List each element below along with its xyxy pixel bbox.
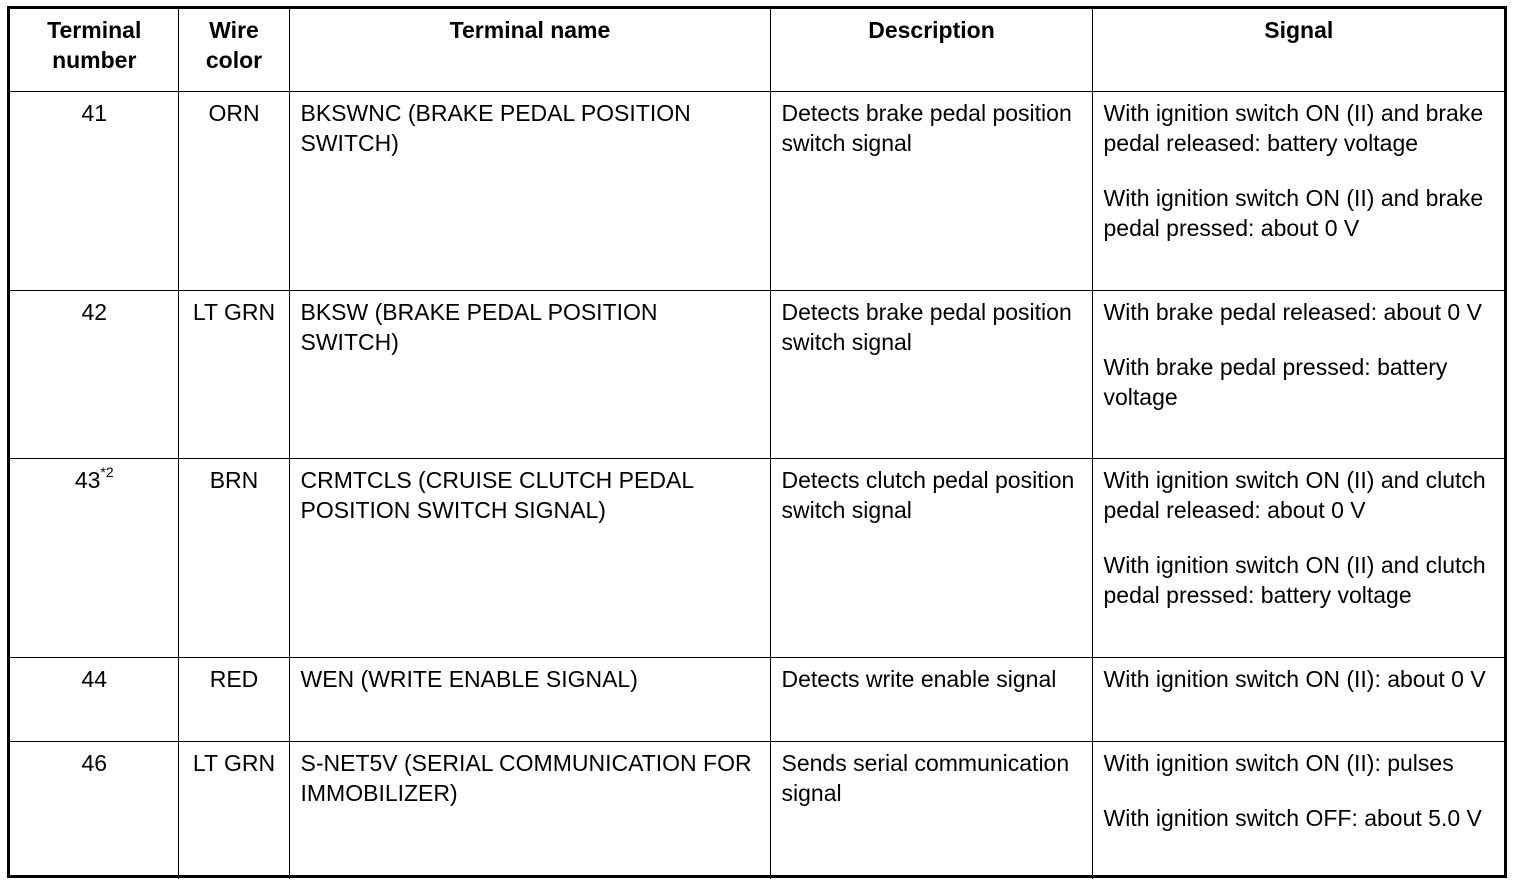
wire-color-cell: ORN [178,91,289,290]
signal-text: With ignition switch ON (II) and brake pedal pressed: about 0 V [1103,184,1484,241]
wire-color-cell: LT GRN [178,741,289,879]
terminal-name-cell: BKSWNC (BRAKE PEDAL POSITION SWITCH) [289,91,770,290]
signal-text: With ignition switch ON (II): pulses [1103,749,1454,776]
header-signal: Signal [1092,9,1504,91]
terminal-number-cell [10,91,178,290]
description-cell: Detects brake pedal position switch signal [770,91,1092,290]
signal-text: With ignition switch ON (II) and clutch pedal released: about 0 V [1103,466,1486,523]
terminal-note: *2 [100,463,114,480]
terminal-table [10,9,1504,879]
table-row [10,741,1504,879]
table-header-row [10,9,1504,91]
wire-color-cell: BRN [178,458,289,657]
description-cell: Detects write enable signal [770,657,1092,741]
terminal-name-cell: BKSW (BRAKE PEDAL POSITION SWITCH) [289,290,770,458]
signal-cell [1092,458,1504,657]
signal-cell [1092,741,1504,879]
terminal-number: 46 [81,749,108,776]
description-cell: Sends serial communication signal [770,741,1092,879]
terminal-name-cell: WEN (WRITE ENABLE SIGNAL) [289,657,770,741]
signal-cell [1092,657,1504,741]
signal-text: With ignition switch ON (II): about 0 V [1103,665,1486,692]
signal-cell [1092,91,1504,290]
table-row [10,91,1504,290]
signal-cell [1092,290,1504,458]
signal-text: With ignition switch OFF: about 5.0 V [1103,804,1482,831]
header-terminal-number: Terminal number [10,9,178,91]
signal-text: With ignition switch ON (II) and brake pedal released: battery voltage [1103,99,1484,156]
terminal-number: 43 [74,466,101,493]
terminal-number-cell [10,657,178,741]
table-row [10,458,1504,657]
terminal-number-cell [10,741,178,879]
terminal-number-cell [10,458,178,657]
signal-text: With brake pedal released: about 0 V [1103,298,1482,325]
terminal-number: 41 [81,99,108,126]
header-wire-color: Wire color [178,9,289,91]
wire-color-cell: LT GRN [178,290,289,458]
table-row [10,657,1504,741]
terminal-number: 42 [81,298,108,325]
signal-text: With ignition switch ON (II) and clutch pedal pressed: battery voltage [1103,551,1486,608]
signal-text: With brake pedal pressed: battery voltage [1103,353,1448,410]
wire-color-cell: RED [178,657,289,741]
description-cell: Detects brake pedal position switch signal [770,290,1092,458]
terminal-number: 44 [81,665,108,692]
terminal-name-cell: S-NET5V (SERIAL COMMUNICATION FOR IMMOBILIZER) [289,741,770,879]
header-description: Description [770,9,1092,91]
table-row [10,290,1504,458]
description-cell: Detects clutch pedal position switch signal [770,458,1092,657]
terminal-table-frame [7,6,1507,878]
terminal-name-cell: CRMTCLS (CRUISE CLUTCH PEDAL POSITION SWITCH SIGNAL) [289,458,770,657]
header-terminal-name: Terminal name [289,9,770,91]
terminal-number-cell [10,290,178,458]
